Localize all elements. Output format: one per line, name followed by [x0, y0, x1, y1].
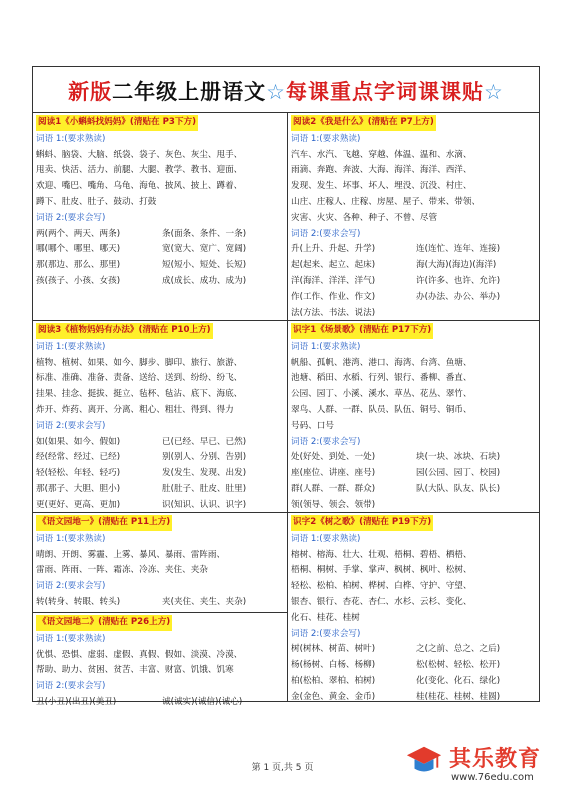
word-entry: 连(连忙、连年、连接) [416, 244, 501, 255]
title-main: 每课重点字词课课贴 [286, 79, 484, 104]
section-heading: 阅读1《小蝌蚪找妈妈》(清贴在 P3下方) [36, 115, 198, 131]
word-row: 灾害、火灾、各种、种子、不曾、尽管 [291, 212, 438, 223]
subheading-read: 词语 1:(要求熟读) [291, 533, 361, 544]
word-entry: 成(成长、成功、成为) [162, 275, 247, 286]
section-heading: 《语文园地二》(清贴在 P26上方) [36, 615, 172, 631]
word-entry: 短(短小、短处、长短) [162, 260, 247, 271]
word-entry: 桂(桂花、桂树、桂圆) [416, 691, 501, 702]
brand-logo [405, 742, 555, 792]
word-entry: 领(领导、领会、领带) [291, 499, 376, 510]
divider [32, 612, 287, 613]
word-entry: 诚(诚实)(诚信)(诚心) [162, 696, 243, 707]
word-entry: 作(工作、作业、作文) [291, 291, 376, 302]
word-entry: 识(知识、认识、识字) [162, 499, 247, 510]
word-entry: 园(公园、园丁、校园) [416, 468, 501, 479]
page-title [32, 76, 540, 106]
word-entry: 轻(轻松、年轻、轻巧) [36, 468, 121, 479]
word-entry: 座(座位、讲座、座号) [291, 468, 376, 479]
word-entry: 宽(宽大、宽广、宽阔) [162, 244, 247, 255]
word-row: 发现、发生、坏事、坏人、埋没、沉没、村庄、 [291, 181, 472, 192]
page-number: 第 1 页,共 5 页 [251, 763, 314, 773]
word-row: 植物、植树、如果、如今、脚步、脚印、旅行、旅游、 [36, 357, 243, 368]
word-entry: 树(树林、树苗、树叶) [291, 644, 376, 655]
word-entry: 已(已经、早已、已然) [162, 436, 247, 447]
divider [32, 112, 540, 113]
word-row: 公园、园丁、小溪、溪水、草丛、花丛、翠竹、 [291, 389, 472, 400]
section-lesson-3 [36, 323, 284, 514]
word-row: 雨滴、奔跑、奔波、大海、海洋、海洋、西洋、 [291, 165, 472, 176]
word-entry: 夹(夹住、夹生、夹杂) [162, 596, 247, 607]
word-row: 梧桐、桐树、手掌、掌声、枫树、枫叶、松树、 [291, 565, 472, 576]
word-entry: 条(面条、条件、一条) [162, 228, 247, 239]
word-row: 山庄、庄稼人、庄稼、房屋、屋子、带来、带领、 [291, 196, 481, 207]
title-new: 新版 [68, 79, 113, 104]
section-lesson-1 [36, 115, 284, 290]
word-entry: 洋(海洋、洋洋、洋气) [291, 275, 376, 286]
subheading-write: 词语 2:(要求会写) [291, 436, 361, 447]
word-row: 蝌蚪、脑袋、大脑、纸袋、袋子、灰色、灰尘、甩手、 [36, 149, 243, 160]
word-row: 池塘、稻田、水稻、行列、银行、番柳、番直、 [291, 373, 472, 384]
word-row: 翠鸟、人群、一群、队员、队伍、铜号、铜币、 [291, 404, 472, 415]
word-entry: 办(办法、办公、举办) [416, 291, 501, 302]
word-entry: 海(大海)(海边)(海洋) [416, 260, 497, 271]
subheading-write: 词语 2:(要求会写) [291, 228, 361, 239]
subheading-write: 词语 2:(要求会写) [36, 212, 106, 223]
word-entry: 丑(小丑)(出丑)(美丑) [36, 696, 117, 707]
word-entry: 两(两个、两天、两条) [36, 228, 121, 239]
word-entry: 升(上升、升起、升学) [291, 244, 376, 255]
subheading-write: 词语 2:(要求会写) [36, 420, 106, 431]
word-entry: 杨(杨树、白杨、杨柳) [291, 660, 376, 671]
word-entry: 起(起来、起立、起床) [291, 260, 376, 271]
word-row: 蹲下、肚皮、肚子、鼓动、打鼓 [36, 196, 157, 207]
word-row: 挂果、挂念、挺拔、挺立、毡杯、毡沾、底下、海底、 [36, 389, 243, 400]
word-row: 轻松、松柏、柏树、桦树、白桦、守护、守望、 [291, 581, 472, 592]
word-row: 标准、准确、准备、责备、送给、送到、纷纷、纷飞、 [36, 373, 243, 384]
subheading-read: 词语 1:(要求熟读) [36, 533, 106, 544]
section-heading: 阅读2《我是什么》(清贴在 P7上方) [291, 115, 436, 131]
subheading-write: 词语 2:(要求会写) [36, 581, 106, 592]
word-entry: 那(那边、那么、那里) [36, 260, 121, 271]
word-entry: 柏(松柏、翠柏、柏树) [291, 675, 376, 686]
word-row: 银杏、银行、杏花、杏仁、水杉、云杉、变化、 [291, 596, 472, 607]
word-entry: 哪(哪个、哪里、哪天) [36, 244, 121, 255]
divider [287, 112, 288, 702]
section-literacy-2 [291, 515, 537, 706]
graduation-cap-icon [405, 742, 443, 780]
word-row: 欢迎、嘴巴、嘴角、乌龟、海龟、披风、披上、蹲着、 [36, 181, 243, 192]
word-row: 雷雨、阵雨、一阵、霜冻、冷冻、夹住、夹杂 [36, 565, 208, 576]
word-row: 帆船、孤帆、港湾、港口、海湾、台湾、鱼塘、 [291, 357, 472, 368]
brand-url: www.76edu.com [451, 772, 534, 783]
subheading-write: 词语 2:(要求会写) [291, 628, 361, 639]
word-entry: 金(金色、黄金、金币) [291, 691, 376, 702]
section-heading: 阅读3《植物妈妈有办法》(清贴在 P10上方) [36, 323, 213, 339]
subheading-read: 词语 1:(要求熟读) [291, 133, 361, 144]
word-entry: 更(更好、更高、更加) [36, 499, 121, 510]
subheading-write: 词语 2:(要求会写) [36, 681, 106, 692]
word-entry: 群(人群、一群、群众) [291, 483, 376, 494]
word-entry: 经(经常、经过、已经) [36, 452, 121, 463]
word-entry: 发(发生、发现、出发) [162, 468, 247, 479]
word-entry: 松(松树、轻松、松开) [416, 660, 501, 671]
word-row: 号码、口号 [291, 420, 334, 431]
word-entry: 许(许多、也许、允许) [416, 275, 501, 286]
word-row: 炸开、炸药、离开、分离、粗心、粗壮、得到、得力 [36, 404, 234, 415]
word-entry: 之(之前、总之、之后) [416, 644, 501, 655]
word-entry: 孩(孩子、小孩、女孩) [36, 275, 121, 286]
subheading-read: 词语 1:(要求熟读) [291, 341, 361, 352]
title-grade: 二年级上册语文 [112, 79, 267, 104]
word-row: 帮助、助力、贫困、贫苦、丰富、财富、饥饿、饥寒 [36, 665, 234, 676]
word-entry: 法(方法、书法、说法) [291, 307, 376, 318]
word-entry: 如(如果、如今、假如) [36, 436, 121, 447]
section-lesson-2 [291, 115, 537, 321]
word-entry: 转(转身、转眼、转头) [36, 596, 121, 607]
word-entry: 块(一块、冰块、石块) [416, 452, 501, 463]
word-entry: 化(变化、化石、绿化) [416, 675, 501, 686]
word-row: 优惧、恐惧、虚弱、虚假、真假、假如、淡漠、冷漠、 [36, 649, 243, 660]
word-entry: 队(大队、队友、队长) [416, 483, 501, 494]
section-literacy-1 [291, 323, 537, 514]
section-heading: 识字1《场景歌》(清贴在 P17下方) [291, 323, 433, 339]
subheading-read: 词语 1:(要求熟读) [36, 633, 106, 644]
section-heading: 识字2《树之歌》(清贴在 P19下方) [291, 515, 433, 531]
subheading-read: 词语 1:(要求熟读) [36, 133, 106, 144]
brand-name: 其乐教育 [449, 747, 542, 772]
word-row: 晴朗、开朗、雾霾、上雾、暴风、暴雨、雷阵雨、 [36, 549, 226, 560]
word-row: 榕树、榕海、壮大、壮观、梧桐、碧梧、栖梧、 [291, 549, 472, 560]
word-entry: 肚(肚子、肚皮、肚里) [162, 483, 247, 494]
star-icon: ☆ [484, 80, 504, 104]
word-row: 甩卖、快活、活力、前腿、大腿、教学、教书、迎面、 [36, 165, 243, 176]
subheading-read: 词语 1:(要求熟读) [36, 341, 106, 352]
word-entry: 那(那子、大胆、胆小) [36, 483, 121, 494]
section-garden-1 [36, 515, 284, 611]
word-row: 化石、桂花、桂树 [291, 612, 360, 623]
section-garden-2 [36, 615, 284, 711]
word-entry: 处(好处、到处、一处) [291, 452, 376, 463]
word-entry: 别(别人、分别、告别) [162, 452, 247, 463]
section-heading: 《语文园地一》(清贴在 P11上方) [36, 515, 172, 531]
word-row: 汽车、水汽、飞越、穿越、体温、温和、水滴、 [291, 149, 472, 160]
star-icon: ☆ [266, 80, 286, 104]
